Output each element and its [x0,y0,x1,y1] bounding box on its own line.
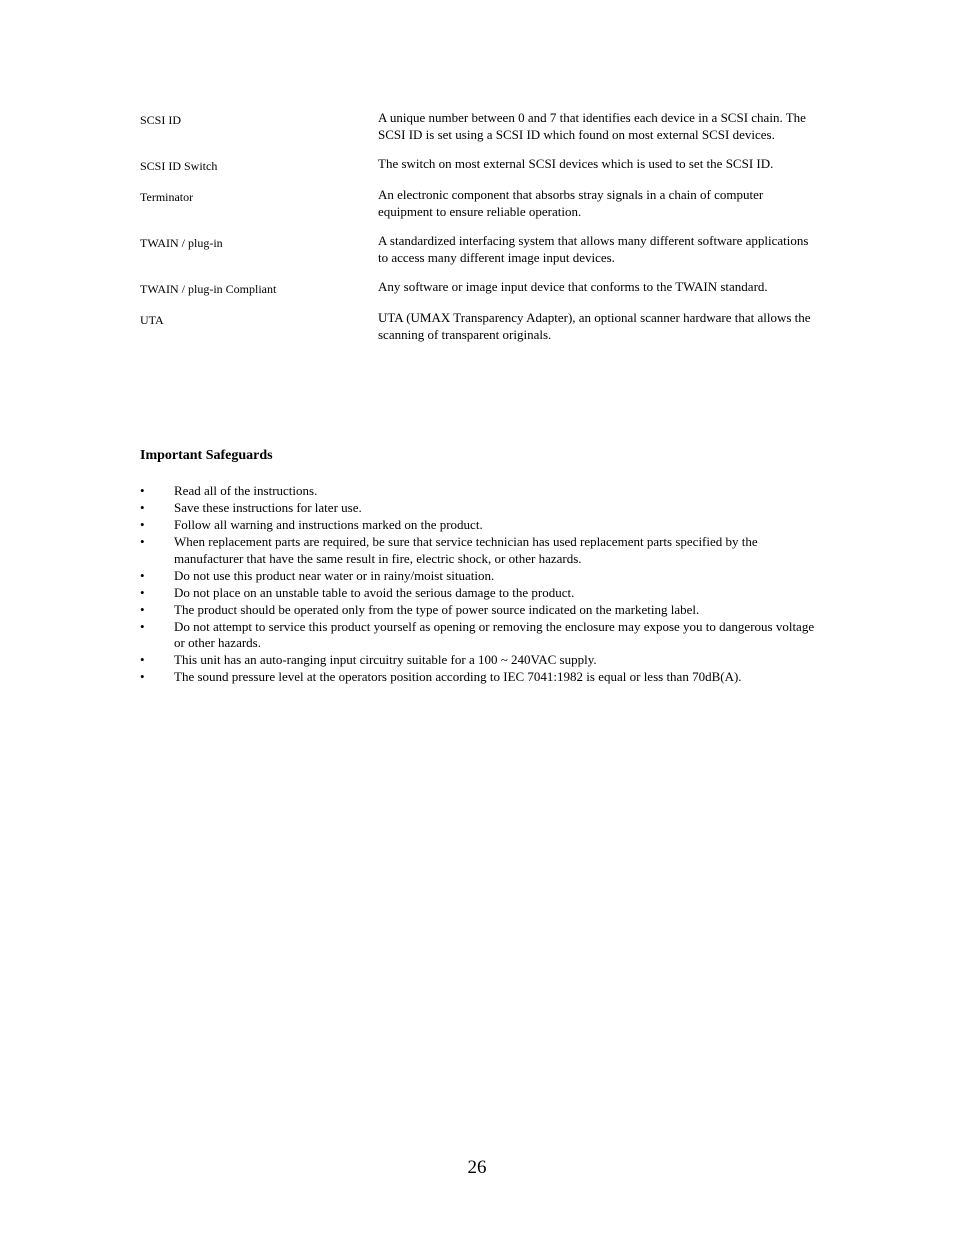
list-item [140,534,820,567]
list-item-text: Read all of the instructions. [174,483,318,498]
glossary-definition: The switch on most external SCSI devices which is used to set the SCSI ID. [378,156,774,171]
list-item-text: Do not place on an unstable table to avoid the serious damage to the product. [174,584,575,600]
bullet-icon: • [140,517,145,532]
glossary-term: TWAIN / plug-in [140,236,223,250]
glossary-term: TWAIN / plug-in Compliant [140,282,277,296]
bullet-icon: • [140,584,145,600]
bullet-icon: • [140,669,145,684]
list-item-text: The sound pressure level at the operators position according to IEC 7041:1982 is equal or less than 70dB(A). [174,669,742,684]
glossary-term: UTA [140,313,164,327]
list-item [140,517,820,534]
list-item-text: When replacement parts are required, be sure that service technician has used replacement parts specified by the manufacturer that have the same result in fire, electric shock, or other hazards. [174,534,758,566]
bullet-icon: • [140,534,145,549]
safeguards-section [140,447,820,686]
list-item [140,602,820,619]
glossary-definition: An electronic component that absorbs stray signals in a chain of computer equipment to ensure reliable operation. [378,187,764,219]
list-item-text: This unit has an auto-ranging input circuitry suitable for a 100 ~ 240VAC supply. [174,652,597,667]
list-item [140,568,820,585]
bullet-icon: • [140,601,145,617]
list-item-text: Save these instructions for later use. [174,500,362,515]
glossary-entry [140,233,820,266]
bullet-icon: • [140,618,145,634]
glossary-entry [140,156,820,174]
glossary-definition: A unique number between 0 and 7 that identifies each device in a SCSI chain. The SCSI ID is set using a SCSI ID which found on most external SCSI devices. [378,110,806,142]
list-item-text: Do not use this product near water or in rainy/moist situation. [174,567,495,583]
section-heading: Important Safeguards [140,448,273,463]
list-item [140,669,820,686]
list-item [140,652,820,669]
glossary-term: SCSI ID Switch [140,159,218,173]
glossary-entry [140,310,820,343]
list-item-text: Follow all warning and instructions marked on the product. [174,517,483,532]
glossary-entry [140,110,820,143]
bullet-icon: • [140,500,145,515]
glossary-definition: A standardized interfacing system that allows many different software applications to access many different image input devices. [378,233,809,265]
list-item [140,619,820,652]
glossary-entry [140,279,820,297]
glossary-term: SCSI ID [140,113,182,127]
glossary-term: Terminator [140,190,194,204]
bullet-icon: • [140,483,145,498]
list-item [140,500,820,517]
bullet-icon: • [140,567,145,583]
glossary-definition: UTA (UMAX Transparency Adapter), an optional scanner hardware that allows the scanning of transparent originals. [378,310,811,342]
glossary-definition: Any software or image input device that conforms to the TWAIN standard. [378,279,768,294]
glossary-entry [140,187,820,220]
list-item-text: Do not attempt to service this product yourself as opening or removing the enclosure may expose you to dangerous voltage or other hazards. [174,618,815,650]
bullet-icon: • [140,652,145,667]
list-item [140,483,820,500]
page-number: 26 [467,1157,487,1178]
glossary-table [140,110,820,356]
safeguards-list [140,483,820,686]
list-item [140,585,820,602]
list-item-text: The product should be operated only from the type of power source indicated on the marketing label. [174,601,700,617]
